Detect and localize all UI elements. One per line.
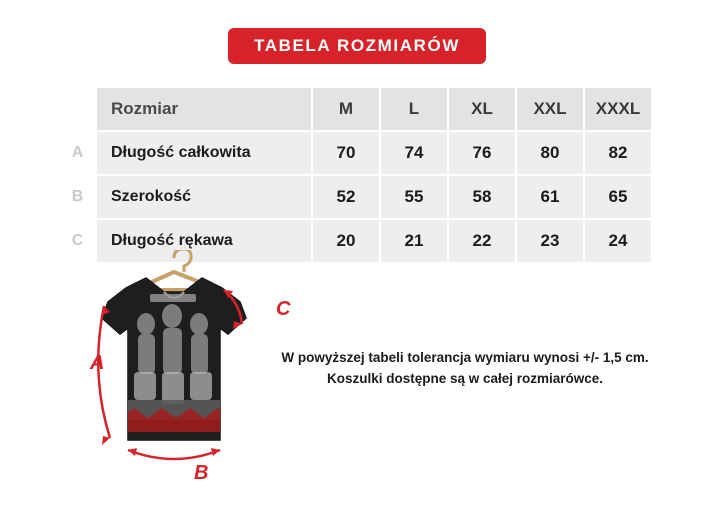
measure-label-a: A <box>90 352 105 374</box>
cell-a-m: 70 <box>312 131 380 175</box>
table-row <box>60 131 652 175</box>
header-xl: XL <box>448 87 516 131</box>
tolerance-note-line2: Koszulki dostępne są w całej rozmiarówce. <box>326 370 604 386</box>
cell-c-xl: 22 <box>448 219 516 263</box>
table-header-row <box>60 87 652 131</box>
cell-b-xxxl: 65 <box>584 175 652 219</box>
row-name-total-length: Długość całkowita <box>96 131 312 175</box>
size-table-zone <box>60 86 652 264</box>
header-size: Rozmiar <box>96 87 312 131</box>
tshirt-print <box>102 276 252 446</box>
title-banner-wrap <box>0 28 714 64</box>
row-label-a: A <box>60 131 96 175</box>
cell-a-xxxl: 82 <box>584 131 652 175</box>
header-xxl: XXL <box>516 87 584 131</box>
table-row <box>60 175 652 219</box>
row-name-width: Szerokość <box>96 175 312 219</box>
cell-b-l: 55 <box>380 175 448 219</box>
row-label-empty <box>60 87 96 131</box>
row-label-b: B <box>60 175 96 219</box>
measure-label-b: B <box>194 462 209 484</box>
header-m: M <box>312 87 380 131</box>
row-name-sleeve-length: Długość rękawa <box>96 219 312 263</box>
cell-a-l: 74 <box>380 131 448 175</box>
measure-label-c: C <box>276 298 291 320</box>
measure-arrow-b <box>128 448 220 459</box>
cell-c-xxxl: 24 <box>584 219 652 263</box>
cell-c-xxl: 23 <box>516 219 584 263</box>
cell-c-m: 20 <box>312 219 380 263</box>
cell-b-xl: 58 <box>448 175 516 219</box>
cell-a-xl: 76 <box>448 131 516 175</box>
measure-arrow-a <box>98 306 110 445</box>
tshirt-diagram <box>42 250 291 490</box>
row-label-c: C <box>60 219 96 263</box>
page-title: TABELA ROZMIARÓW <box>228 28 486 64</box>
tolerance-note <box>240 348 690 390</box>
cell-b-xxl: 61 <box>516 175 584 219</box>
cell-b-m: 52 <box>312 175 380 219</box>
cell-c-l: 21 <box>380 219 448 263</box>
size-table <box>60 86 653 264</box>
tolerance-note-line1: W powyższej tabeli tolerancja wymiaru wynosi +/- 1,5 cm. <box>281 350 649 365</box>
header-xxxl: XXXL <box>584 87 652 131</box>
header-l: L <box>380 87 448 131</box>
cell-a-xxl: 80 <box>516 131 584 175</box>
lower-section <box>0 250 714 505</box>
